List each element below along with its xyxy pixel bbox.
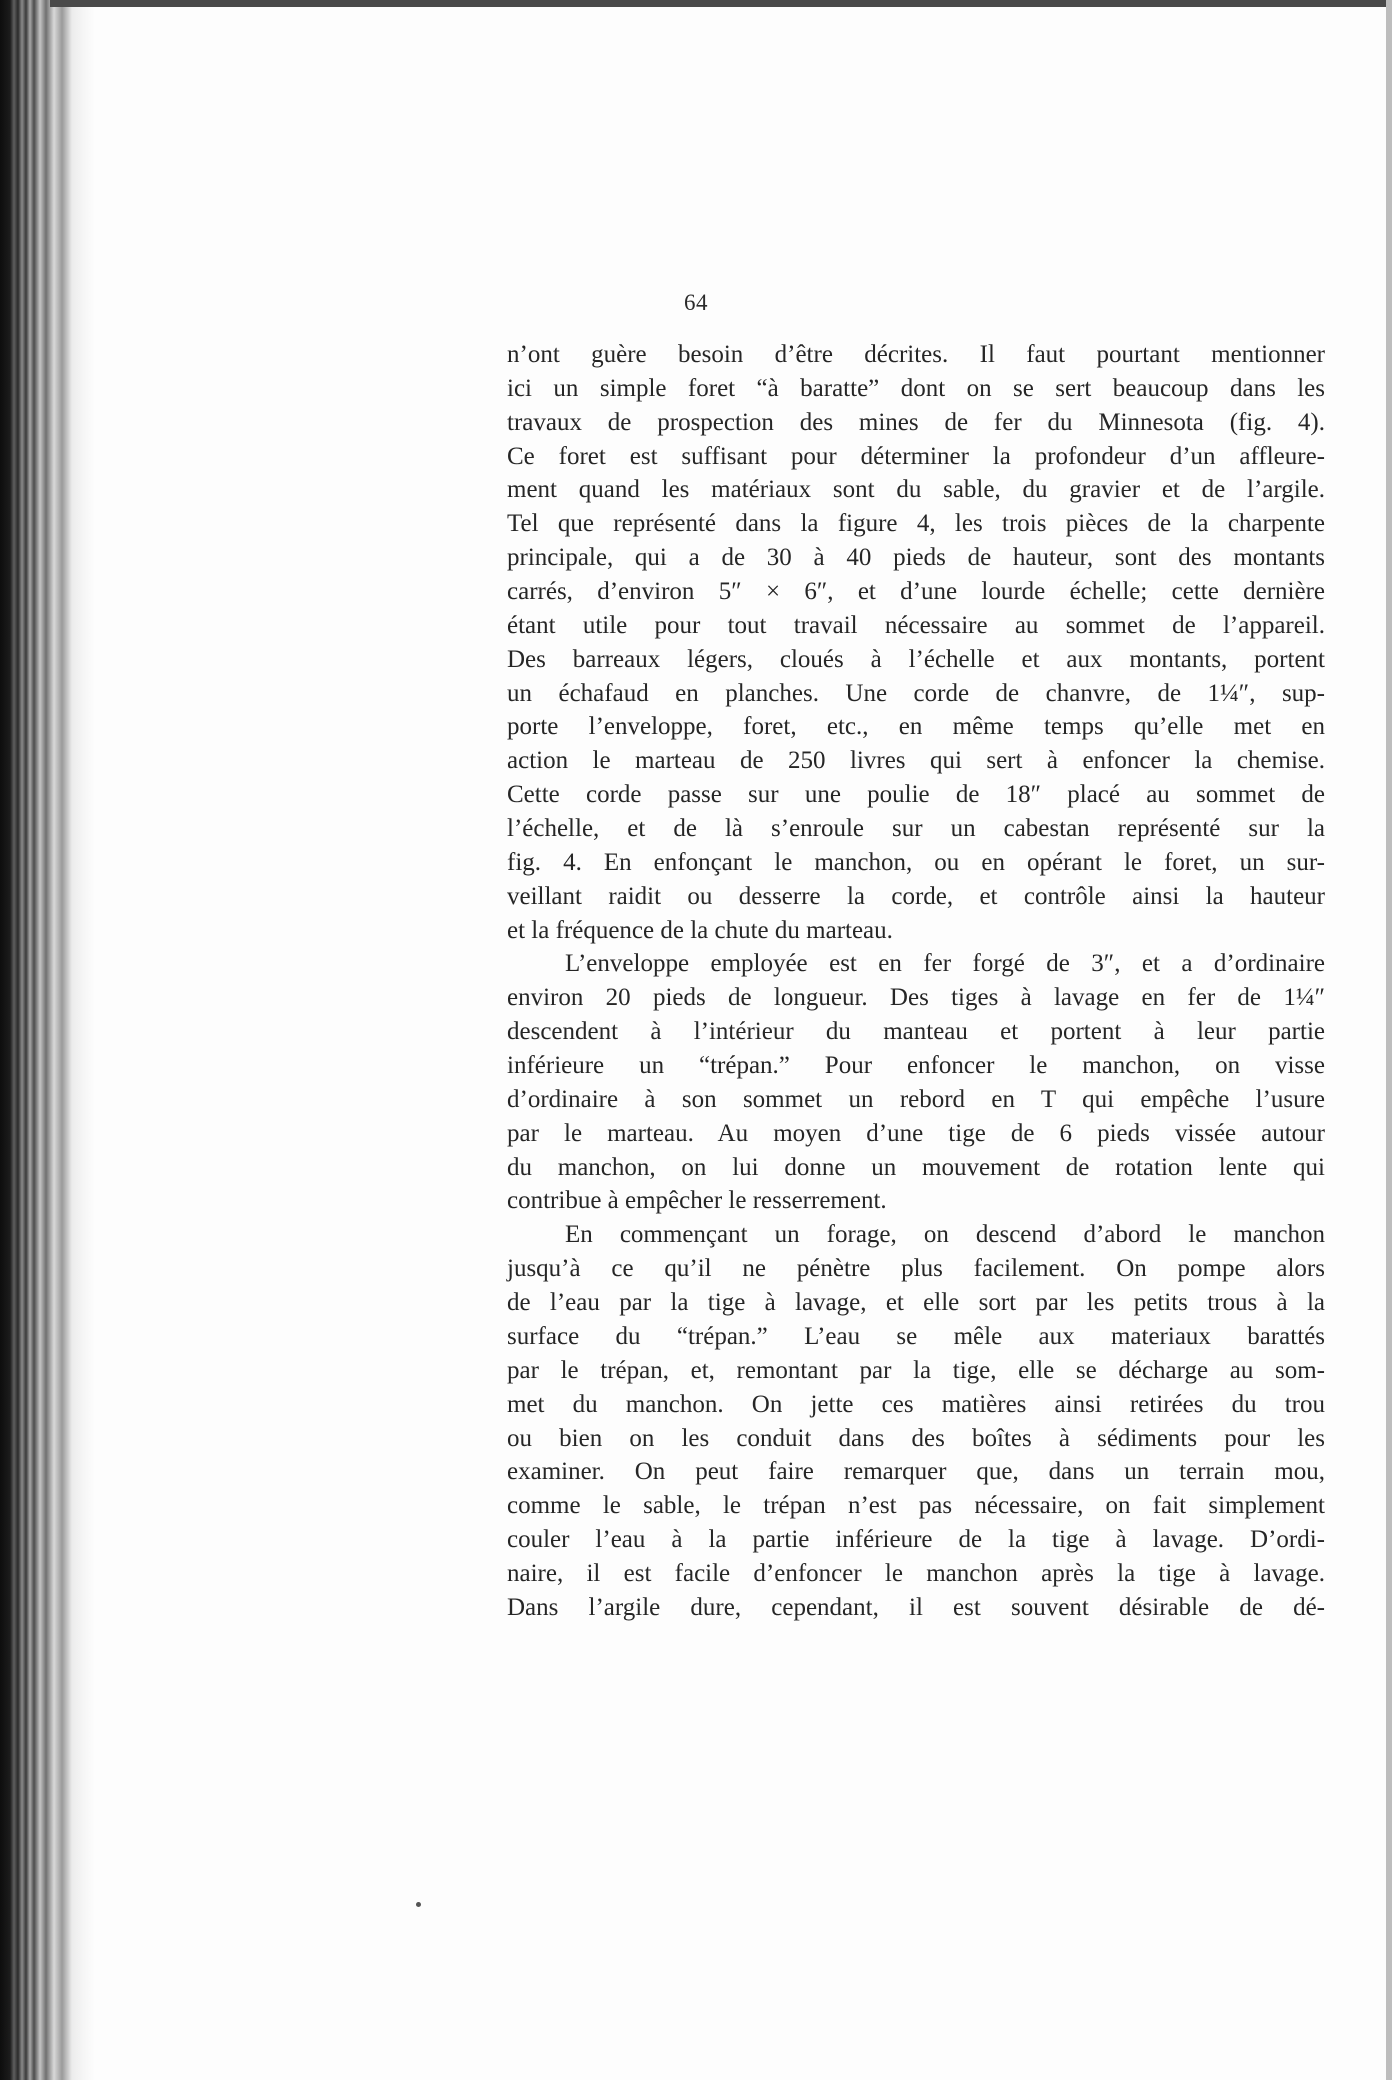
text-line: et la fréquence de la chute du marteau. (507, 916, 893, 944)
text-line: contribue à empêcher le resserrement. (507, 1187, 887, 1215)
text-line: Ce foret est suffisant pour déterminer la profondeur d’un affleure- (507, 442, 1325, 470)
text-line: ici un simple foret “à baratte” dont on se sert beaucoup dans les (507, 374, 1325, 402)
text-line: Cette corde passe sur une poulie de 18″ placé au sommet de (507, 781, 1325, 809)
text-line: fig. 4. En enfonçant le manchon, ou en opérant le foret, un sur- (507, 848, 1325, 876)
text-line: action le marteau de 250 livres qui sert à enfoncer la chemise. (507, 747, 1325, 775)
text-line: par le marteau. Au moyen d’une tige de 6 pieds vissée autour (507, 1119, 1325, 1147)
text-line: comme le sable, le trépan n’est pas nécessaire, on fait simplement (507, 1492, 1325, 1520)
text-line: n’ont guère besoin d’être décrites. Il faut pourtant mentionner (507, 341, 1325, 368)
text-line: environ 20 pieds de longueur. Des tiges à lavage en fer de 1¼″ (507, 984, 1325, 1012)
text-line: du manchon, on lui donne un mouvement de rotation lente qui (507, 1153, 1325, 1181)
text-line: veillant raidit ou desserre la corde, et contrôle ainsi la hauteur (507, 882, 1325, 910)
text-line: porte l’enveloppe, foret, etc., en même temps qu’elle met en (507, 713, 1325, 741)
top-edge-shadow (50, 0, 1392, 7)
text-line: un échafaud en planches. Une corde de chanvre, de 1¼″, sup- (507, 679, 1325, 707)
text-line: étant utile pour tout travail nécessaire au sommet de l’appareil. (507, 611, 1325, 639)
text-line: surface du “trépan.” L’eau se mêle aux materiaux barattés (507, 1322, 1325, 1350)
text-line: Des barreaux légers, cloués à l’échelle et aux montants, portent (507, 645, 1325, 673)
text-line: couler l’eau à la partie inférieure de la tige à lavage. D’ordi- (507, 1526, 1325, 1554)
text-line: inférieure un “trépan.” Pour enfoncer le manchon, on visse (507, 1052, 1325, 1080)
text-line: naire, il est facile d’enfoncer le manchon après la tige à lavage. (507, 1559, 1325, 1587)
body-text (507, 338, 1325, 1625)
text-line: par le trépan, et, remontant par la tige, elle se décharge au som- (507, 1356, 1325, 1384)
text-line: descendent à l’intérieur du manteau et portent à leur partie (507, 1018, 1325, 1046)
text-line: ment quand les matériaux sont du sable, du gravier et de l’argile. (507, 476, 1325, 504)
text-line: Tel que représenté dans la figure 4, les trois pièces de la charpente (507, 510, 1325, 538)
page-number: 64 (684, 290, 708, 315)
text-line: L’enveloppe employée est en fer forgé de 3″, et a d’ordinaire (565, 950, 1325, 978)
text-line: de l’eau par la tige à lavage, et elle sort par les petits trous à la (507, 1289, 1325, 1317)
text-line: d’ordinaire à son sommet un rebord en T qui empêche l’usure (507, 1085, 1325, 1113)
speck-mark (416, 1902, 421, 1907)
text-line: principale, qui a de 30 à 40 pieds de hauteur, sont des montants (507, 544, 1325, 572)
text-line: ou bien on les conduit dans des boîtes à sédiments pour les (507, 1424, 1325, 1452)
text-line: carrés, d’environ 5″ × 6″, et d’une lourde échelle; cette dernière (507, 578, 1325, 606)
text-line: En commençant un forage, on descend d’abord le manchon (565, 1221, 1325, 1249)
text-line: jusqu’à ce qu’il ne pénètre plus facilement. On pompe alors (507, 1255, 1325, 1283)
text-line: Dans l’argile dure, cependant, il est souvent désirable de dé- (507, 1593, 1325, 1621)
text-line: met du manchon. On jette ces matières ainsi retirées du trou (507, 1390, 1325, 1418)
text-line: travaux de prospection des mines de fer du Minnesota (fig. 4). (507, 408, 1325, 436)
text-line: examiner. On peut faire remarquer que, dans un terrain mou, (507, 1458, 1325, 1486)
text-line: l’échelle, et de là s’enroule sur un cabestan représenté sur la (507, 815, 1325, 843)
